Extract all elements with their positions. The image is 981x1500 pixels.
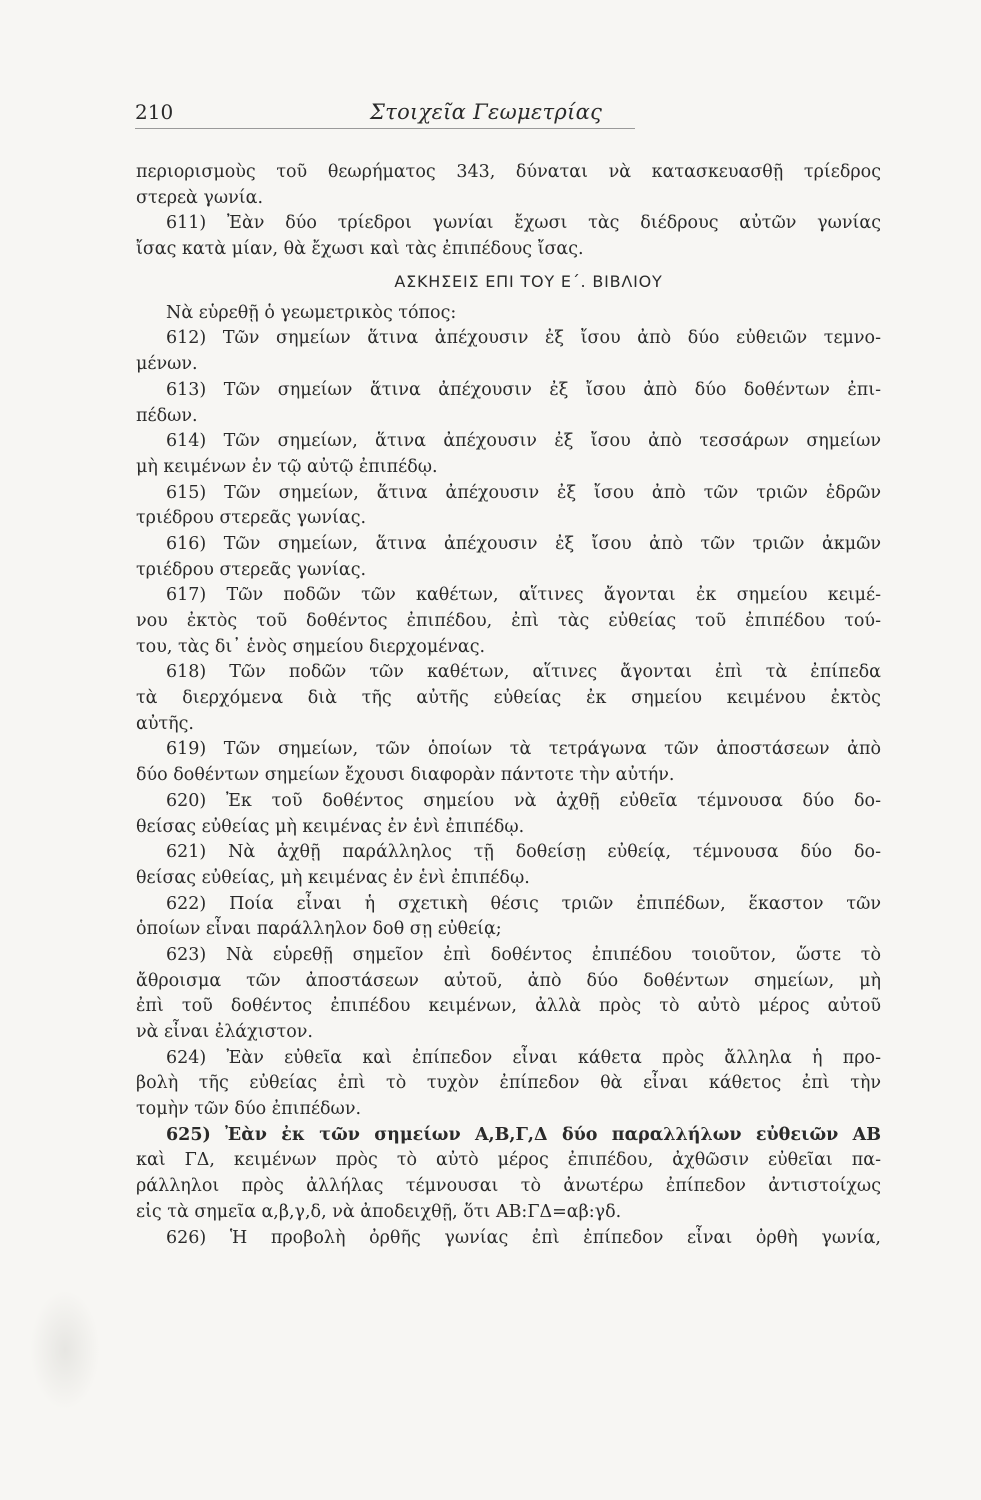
text-line: ἄθροισμα τῶν ἀποστάσεων αὐτοῦ, ἀπὸ δύο δοθέντων σημείων, μὴ (136, 970, 881, 991)
text-line: εἰς τὰ σημεῖα α,β,γ,δ, νὰ ἀποδειχθῇ, ὅτι ΑΒ:ΓΔ=αβ:γδ. (136, 1201, 622, 1222)
exercise-614: 614) Τῶν σημείων, ἅτινα ἀπέχουσιν ἐξ ἴσου ἀπὸ τεσσάρων σημείων (166, 431, 881, 452)
page-header (135, 100, 885, 130)
text-line: ἐπὶ τοῦ δοθέντος ἐπιπέδου κειμένων, ἀλλὰ πρὸς τὸ αὐτὸ μέρος αὐτοῦ (136, 996, 881, 1017)
text-line: του, τὰς δι᾽ ἑνὸς σημείου διερχομένας. (136, 636, 486, 657)
text-line: μὴ κειμένων ἐν τῷ αὐτῷ ἐπιπέδῳ. (136, 456, 438, 477)
text-line: δύο δοθέντων σημείων ἔχουσι διαφορὰν πάντοτε τὴν αὐτήν. (136, 765, 675, 786)
exercise-623: 623) Νὰ εὑρεθῇ σημεῖον ἐπὶ δοθέντος ἐπιπέδου τοιοῦτον, ὥστε τὸ (166, 944, 881, 965)
exercise-619: 619) Τῶν σημείων, τῶν ὁποίων τὰ τετράγωνα τῶν ἀποστάσεων ἀπὸ (166, 739, 881, 760)
exercise-612: 612) Τῶν σημείων ἅτινα ἀπέχουσιν ἐξ ἴσου ἀπὸ δύο εὐθειῶν τεμνο- (166, 328, 881, 349)
text-line: τὰ διερχόμενα διὰ τῆς αὐτῆς εὐθείας ἐκ σημείου κειμένου ἐκτὸς (136, 688, 881, 709)
text-line: περιορισμοὺς τοῦ θεωρήματος 343, δύναται νὰ κατασκευασθῇ τρίεδρος (136, 162, 881, 182)
text-line: τριέδρου στερεᾶς γωνίας. (136, 508, 367, 529)
text-line: μένων. (136, 354, 198, 375)
exercise-626: 626) Ἡ προβολὴ ὀρθῆς γωνίας ἐπὶ ἐπίπεδον εἶναι ὀρθὴ γωνία, (166, 1227, 881, 1248)
text-line: ράλληλοι πρὸς ἀλλήλας τέμνουσαι τὸ ἀνωτέρω ἐπίπεδον ἀντιστοίχως (136, 1176, 881, 1197)
page-number: 210 (135, 100, 174, 124)
exercise-622: 622) Ποία εἶναι ἡ σχετικὴ θέσις τριῶν ἐπιπέδων, ἕκαστον τῶν (166, 893, 881, 914)
section-title: ΑΣΚΗΣΕΙΣ ΕΠΙ ΤΟΥ Ε΄. ΒΙΒΛΙΟΥ (394, 271, 663, 291)
exercise-625: 625) Ἐὰν ἐκ τῶν σημείων Α,Β,Γ,Δ δύο παραλλήλων εὐθειῶν ΑΒ (166, 1124, 881, 1145)
exercise-618: 618) Τῶν ποδῶν τῶν καθέτων, αἵτινες ἄγονται ἐπὶ τὰ ἐπίπεδα (166, 662, 881, 683)
exercise-621: 621) Νὰ ἀχθῇ παράλληλος τῇ δοθείσῃ εὐθείᾳ, τέμνουσα δύο δο- (166, 842, 881, 863)
exercise-613: 613) Τῶν σημείων ἅτινα ἀπέχουσιν ἐξ ἴσου ἀπὸ δύο δοθέντων ἐπι- (166, 379, 881, 400)
text-line: νου ἐκτὸς τοῦ δοθέντος ἐπιπέδου, ἐπὶ τὰς εὐθείας τοῦ ἐπιπέδου τού- (136, 611, 881, 631)
text-line: τομὴν τῶν δύο ἐπιπέδων. (136, 1099, 362, 1120)
text-line: θείσας εὐθείας, μὴ κειμένας ἐν ἑνὶ ἐπιπέδῳ. (136, 867, 530, 888)
text-line: θείσας εὐθείας μὴ κειμένας ἐν ἑνὶ ἐπιπέδῳ. (136, 816, 525, 837)
page-body (136, 160, 881, 1251)
text-line: πέδων. (136, 405, 198, 426)
header-rule (135, 128, 635, 129)
paper-stain (30, 1290, 100, 1410)
exercise-615: 615) Τῶν σημείων, ἅτινα ἀπέχουσιν ἐξ ἴσου ἀπὸ τῶν τριῶν ἑδρῶν (166, 482, 881, 503)
text-line: τριέδρου στερεᾶς γωνίας. (136, 559, 367, 580)
exercise-617: 617) Τῶν ποδῶν τῶν καθέτων, αἵτινες ἄγονται ἐκ σημείου κειμέ- (166, 585, 881, 606)
locus-intro: Νὰ εὑρεθῇ ὁ γεωμετρικὸς τόπος: (166, 302, 457, 323)
text-line: καὶ ΓΔ, κειμένων πρὸς τὸ αὐτὸ μέρος ἐπιπέδου, ἀχθῶσιν εὐθεῖαι πα- (136, 1150, 881, 1171)
text-line: βολὴ τῆς εὐθείας ἐπὶ τὸ τυχὸν ἐπίπεδον θὰ εἶναι κάθετος ἐπὶ τὴν (136, 1073, 881, 1094)
exercise-624: 624) Ἐὰν εὐθεῖα καὶ ἐπίπεδον εἶναι κάθετα πρὸς ἄλληλα ἡ προ- (166, 1047, 881, 1068)
text-line: στερεὰ γωνία. (136, 187, 264, 208)
exercise-620: 620) Ἐκ τοῦ δοθέντος σημείου νὰ ἀχθῇ εὐθεῖα τέμνουσα δύο δο- (166, 790, 881, 811)
exercise-616: 616) Τῶν σημείων, ἅτινα ἀπέχουσιν ἐξ ἴσου ἀπὸ τῶν τριῶν ἀκμῶν (166, 533, 881, 554)
text-line: ὁποίων εἶναι παράλληλον δοθ σῃ εὐθείᾳ; (136, 919, 502, 940)
text-line: ἴσας κατὰ μίαν, θὰ ἔχωσι καὶ τὰς ἐπιπέδους ἴσας. (136, 239, 584, 260)
text-line: αὐτῆς. (136, 713, 194, 734)
running-title: Στοιχεῖα Γεωμετρίας (370, 100, 603, 124)
text-line: νὰ εἶναι ἐλάχιστον. (136, 1022, 313, 1042)
exercise-611: 611) Ἐὰν δύο τρίεδροι γωνίαι ἔχωσι τὰς διέδρους αὐτῶν γωνίας (166, 213, 881, 234)
